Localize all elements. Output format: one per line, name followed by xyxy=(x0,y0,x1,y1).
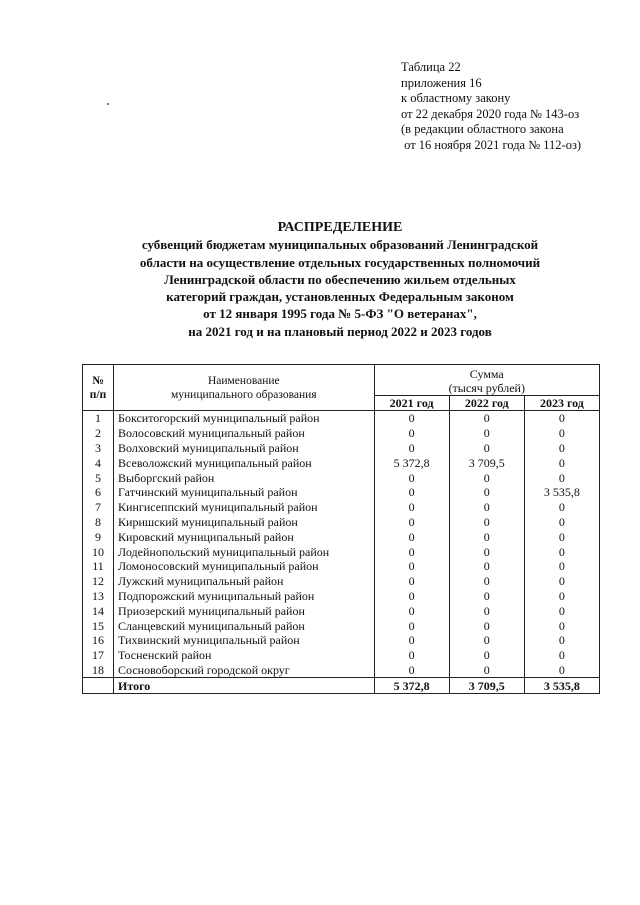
row-number: 1 xyxy=(83,411,114,426)
total-row xyxy=(83,678,600,694)
header-sum xyxy=(374,365,599,382)
amount-2023: 0 xyxy=(524,648,599,663)
row-number: 13 xyxy=(83,589,114,604)
row-number: 12 xyxy=(83,574,114,589)
amount-2023: 0 xyxy=(524,663,599,678)
amount-2021: 0 xyxy=(374,618,449,633)
amount-2021: 0 xyxy=(374,485,449,500)
amount-2023: 0 xyxy=(524,455,599,470)
amount-2021: 0 xyxy=(374,663,449,678)
amount-2022: 3 709,5 xyxy=(449,455,524,470)
row-number: 7 xyxy=(83,500,114,515)
amount-2023: 0 xyxy=(524,411,599,426)
amount-2022: 0 xyxy=(449,633,524,648)
table-row xyxy=(83,441,600,456)
header-sum-line2: (тысяч рублей) xyxy=(448,381,525,395)
table-row xyxy=(83,411,600,426)
municipality-name: Гатчинский муниципальный район xyxy=(114,485,375,500)
amount-2022: 0 xyxy=(449,574,524,589)
table-row xyxy=(83,544,600,559)
document-title xyxy=(80,219,600,340)
row-number: 17 xyxy=(83,648,114,663)
amount-2023: 0 xyxy=(524,529,599,544)
title-line: от 12 января 1995 года № 5-ФЗ "О ветеранах", xyxy=(203,306,477,322)
row-number: 3 xyxy=(83,441,114,456)
amount-2023: 0 xyxy=(524,441,599,456)
amount-2021: 0 xyxy=(374,633,449,648)
appendix-line: Таблица 22 xyxy=(401,60,461,74)
amount-2023: 0 xyxy=(524,603,599,618)
amount-2023: 0 xyxy=(524,633,599,648)
total-2021: 5 372,8 xyxy=(374,678,449,694)
table-row xyxy=(83,633,600,648)
title-line: категорий граждан, установленных Федеральным законом xyxy=(166,289,514,305)
amount-2022: 0 xyxy=(449,470,524,485)
table-row xyxy=(83,648,600,663)
row-number: 8 xyxy=(83,515,114,530)
table-row xyxy=(83,470,600,485)
amount-2021: 5 372,8 xyxy=(374,455,449,470)
title-line: на 2021 год и на плановый период 2022 и 2023 годов xyxy=(188,323,492,339)
row-number: 14 xyxy=(83,603,114,618)
municipality-name: Тосненский район xyxy=(114,648,375,663)
row-number: 2 xyxy=(83,426,114,441)
municipality-name: Сосновоборский городской округ xyxy=(114,663,375,678)
table-row xyxy=(83,500,600,515)
table-row xyxy=(83,574,600,589)
appendix-line: к областному закону xyxy=(401,91,511,105)
municipality-name: Приозерский муниципальный район xyxy=(114,603,375,618)
amount-2023: 0 xyxy=(524,618,599,633)
municipality-name: Ломоносовский муниципальный район xyxy=(114,559,375,574)
municipality-name: Выборгский район xyxy=(114,470,375,485)
municipality-name: Волховский муниципальный район xyxy=(114,441,375,456)
appendix-line: (в редакции областного закона xyxy=(401,122,564,136)
table-row xyxy=(83,618,600,633)
amount-2022: 0 xyxy=(449,559,524,574)
total-2023: 3 535,8 xyxy=(524,678,599,694)
table-row xyxy=(83,559,600,574)
municipality-name: Кингисеппский муниципальный район xyxy=(114,500,375,515)
header-year-2023: 2023 год xyxy=(524,396,599,411)
amount-2022: 0 xyxy=(449,589,524,604)
row-number: 5 xyxy=(83,470,114,485)
amount-2022: 0 xyxy=(449,618,524,633)
amount-2022: 0 xyxy=(449,411,524,426)
amount-2023: 0 xyxy=(524,544,599,559)
header-year-2021: 2021 год xyxy=(374,396,449,411)
table-row xyxy=(83,529,600,544)
municipality-name: Лодейнопольский муниципальный район xyxy=(114,544,375,559)
title-main: РАСПРЕДЕЛЕНИЕ xyxy=(277,220,403,235)
table-row xyxy=(83,485,600,500)
row-number: 18 xyxy=(83,663,114,678)
row-number: 6 xyxy=(83,485,114,500)
row-number: 9 xyxy=(83,529,114,544)
amount-2022: 0 xyxy=(449,515,524,530)
total-number-cell xyxy=(83,678,114,694)
amount-2022: 0 xyxy=(449,485,524,500)
table-row xyxy=(83,455,600,470)
amount-2023: 0 xyxy=(524,574,599,589)
municipality-name: Бокситогорский муниципальный район xyxy=(114,411,375,426)
table-row xyxy=(83,603,600,618)
amount-2021: 0 xyxy=(374,544,449,559)
amount-2022: 0 xyxy=(449,663,524,678)
table-row xyxy=(83,515,600,530)
row-number: 11 xyxy=(83,559,114,574)
municipality-name: Тихвинский муниципальный район xyxy=(114,633,375,648)
row-number: 10 xyxy=(83,544,114,559)
title-line: Ленинградской области по обеспечению жильем отдельных xyxy=(164,271,516,287)
amount-2021: 0 xyxy=(374,603,449,618)
table-row xyxy=(83,426,600,441)
appendix-line: приложения 16 xyxy=(401,75,482,90)
amount-2022: 0 xyxy=(449,648,524,663)
amount-2023: 3 535,8 xyxy=(524,485,599,500)
amount-2021: 0 xyxy=(374,559,449,574)
municipality-name: Волосовский муниципальный район xyxy=(114,426,375,441)
amount-2023: 0 xyxy=(524,559,599,574)
amount-2021: 0 xyxy=(374,441,449,456)
amount-2021: 0 xyxy=(374,470,449,485)
scan-speck xyxy=(107,103,109,105)
table-row xyxy=(83,663,600,678)
appendix-line: от 22 декабря 2020 года № 143-оз xyxy=(401,106,580,121)
municipality-name: Подпорожский муниципальный район xyxy=(114,589,375,604)
table-row xyxy=(83,589,600,604)
amount-2022: 0 xyxy=(449,603,524,618)
amount-2022: 0 xyxy=(449,529,524,544)
total-2022: 3 709,5 xyxy=(449,678,524,694)
amount-2023: 0 xyxy=(524,515,599,530)
municipality-name: Лужский муниципальный район xyxy=(114,574,375,589)
title-line: субвенций бюджетам муниципальных образований Ленинградской xyxy=(141,237,539,253)
amount-2021: 0 xyxy=(374,426,449,441)
amount-2021: 0 xyxy=(374,574,449,589)
amount-2022: 0 xyxy=(449,544,524,559)
municipality-name: Киришский муниципальный район xyxy=(114,515,375,530)
distribution-table xyxy=(82,364,600,694)
row-number: 16 xyxy=(83,633,114,648)
amount-2023: 0 xyxy=(524,426,599,441)
amount-2023: 0 xyxy=(524,470,599,485)
appendix-reference xyxy=(401,60,581,153)
header-year-2022: 2022 год xyxy=(449,396,524,411)
amount-2021: 0 xyxy=(374,411,449,426)
amount-2022: 0 xyxy=(449,500,524,515)
amount-2021: 0 xyxy=(374,515,449,530)
amount-2022: 0 xyxy=(449,426,524,441)
amount-2021: 0 xyxy=(374,500,449,515)
municipality-name: Всеволожский муниципальный район xyxy=(114,455,375,470)
municipality-name: Кировский муниципальный район xyxy=(114,529,375,544)
header-name-line2: муниципального образования xyxy=(170,388,317,401)
title-line: области на осуществление отдельных государственных полномочий xyxy=(139,254,541,270)
header-name xyxy=(114,365,375,411)
total-label: Итого xyxy=(114,678,375,694)
row-number: 15 xyxy=(83,618,114,633)
municipality-name: Сланцевский муниципальный район xyxy=(114,618,375,633)
amount-2021: 0 xyxy=(374,589,449,604)
row-number: 4 xyxy=(83,455,114,470)
amount-2022: 0 xyxy=(449,441,524,456)
header-sum-line1: Сумма xyxy=(469,367,504,381)
amount-2023: 0 xyxy=(524,589,599,604)
header-name-line1: Наименование xyxy=(207,374,280,387)
amount-2021: 0 xyxy=(374,529,449,544)
amount-2023: 0 xyxy=(524,500,599,515)
appendix-line: от 16 ноября 2021 года № 112-оз) xyxy=(401,137,582,152)
header-sum-units xyxy=(374,381,599,396)
amount-2021: 0 xyxy=(374,648,449,663)
header-number: № п/п xyxy=(83,365,114,411)
